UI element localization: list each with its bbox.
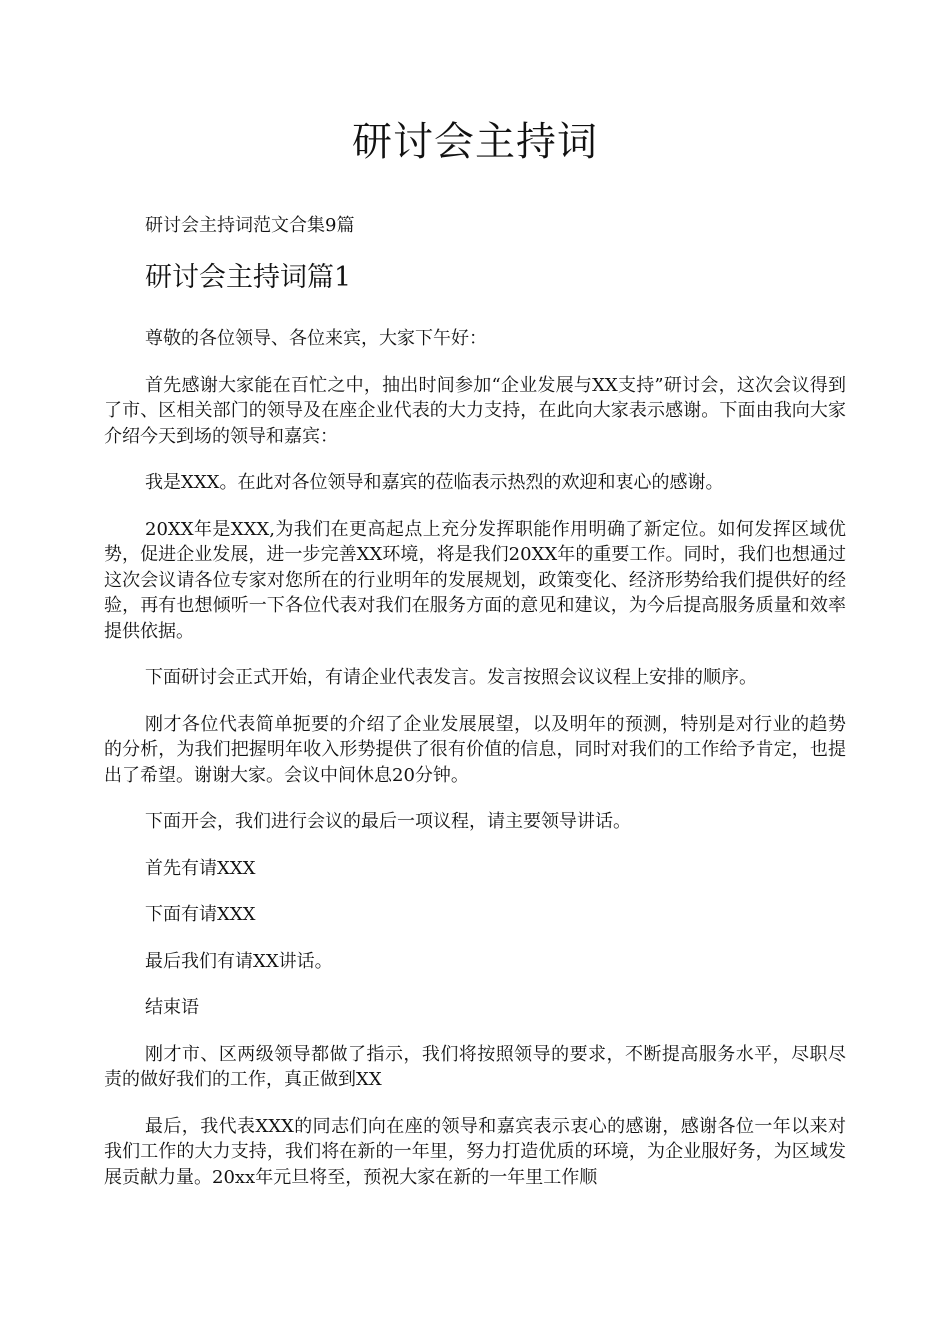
- paragraph-closing-remarks: 刚才市、区两级领导都做了指示，我们将按照领导的要求，不断提高服务水平，尽职尽责的做好我们的工作，真正做到XX: [104, 1043, 846, 1090]
- document-title: 研讨会主持词: [352, 119, 598, 165]
- paragraph-next-speaker: 下面有请XXX: [145, 904, 256, 925]
- paragraph-last-speaker: 最后我们有请XX讲话。: [145, 950, 333, 972]
- paragraph-final-agenda: 下面开会，我们进行会议的最后一项议程，请主要领导讲话。: [145, 811, 631, 832]
- document-subtitle: 研讨会主持词范文合集9篇: [145, 215, 355, 236]
- paragraph-purpose: 20XX年是XXX,为我们在更高起点上充分发挥职能作用明确了新定位。如何发挥区域优势，促进企业发展，进一步完善XX环境，将是我们20XX年的重要工作。同时，我们也想通过这次会议请各位专家对您所在的行业明年的发展规划，政策变化、经济形势给我们提供好的经验，再有也想倾听一下各位代表对我们在服务方面的意见和建议，为今后提高服务质量和效率提供依据。: [104, 518, 846, 642]
- paragraph-greeting: 尊敬的各位领导、各位来宾，大家下午好：: [145, 328, 487, 349]
- paragraph-start: 下面研讨会正式开始，有请企业代表发言。发言按照会议议程上安排的顺序。: [145, 667, 757, 688]
- paragraph-summary: 刚才各位代表简单扼要的介绍了企业发展展望，以及明年的预测，特别是对行业的趋势的分析，为我们把握明年收入形势提供了很有价值的信息，同时对我们的工作给予肯定，也提出了希望。谢谢大家。会议中间休息20分钟。: [104, 713, 846, 786]
- paragraph-closing-heading: 结束语: [145, 997, 199, 1018]
- paragraph-thanks: 首先感谢大家能在百忙之中，抽出时间参加“企业发展与XX支持”研讨会，这次会议得到了市、区相关部门的领导及在座企业代表的大力支持，在此向大家表示感谢。下面由我向大家介绍今天到场的领导和嘉宾：: [104, 374, 846, 447]
- document-body: [104, 326, 846, 1211]
- paragraph-welcome: 我是XXX。在此对各位领导和嘉宾的莅临表示热烈的欢迎和衷心的感谢。: [145, 472, 724, 493]
- section-heading: 研讨会主持词篇1: [145, 262, 352, 293]
- paragraph-first-speaker: 首先有请XXX: [145, 857, 256, 879]
- paragraph-final-thanks: 最后，我代表XXX的同志们向在座的领导和嘉宾表示衷心的感谢，感谢各位一年以来对我们工作的大力支持，我们将在新的一年里，努力打造优质的环境，为企业服好务，为区域发展贡献力量。20xx年元旦将至，预祝大家在新的一年里工作顺: [104, 1115, 846, 1188]
